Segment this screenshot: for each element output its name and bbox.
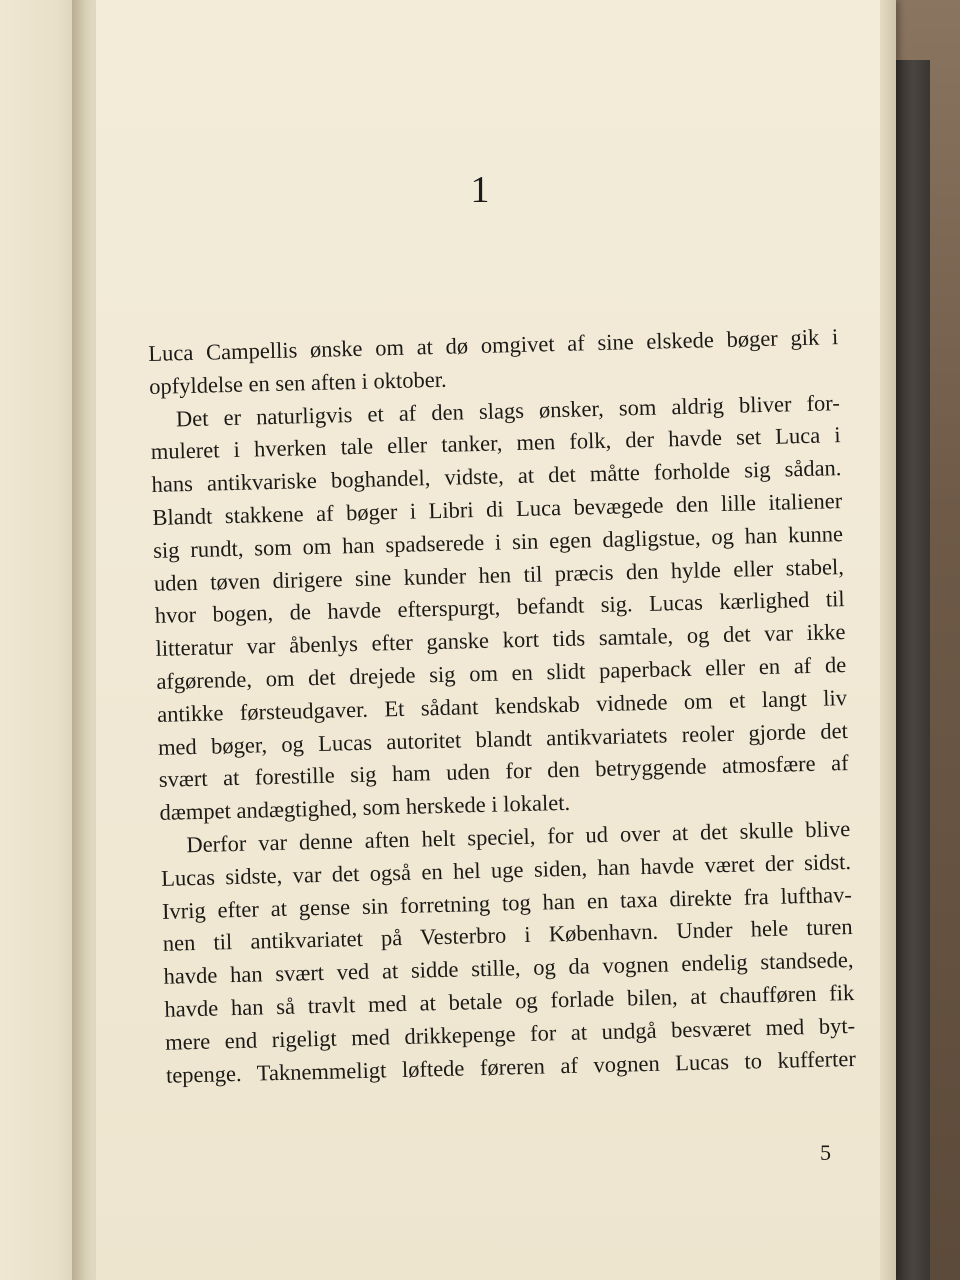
text-line: havde han svært ved at sidde stille, og da vognen endelig standsede, xyxy=(163,947,854,989)
text-line: litteratur var åbenlys efter ganske kort tids samtale, og det var ikke xyxy=(155,619,846,662)
text-line: Blandt stakkene af bøger i Libri di Luca bevægede den lille italiener xyxy=(152,488,843,530)
page-body-text xyxy=(148,321,856,1092)
text-line: sig rundt, som om han spadserede i sin egen dagligstue, og han kunne xyxy=(152,520,844,563)
text-line: dæmpet andægtighed, som herskede i lokalet. xyxy=(159,789,571,826)
text-line: Det er naturligvis et af den slags ønsker, som aldrig bliver for- xyxy=(175,389,841,431)
text-line: Luca Campellis ønske om at dø omgivet af sine elskede bøger gik i xyxy=(148,324,839,366)
text-line: hvor bogen, de havde efterspurgt, befandt sig. Lucas kærlighed til xyxy=(154,586,845,629)
text-line: mere end rigeligt med drikkepenge for at undgå besværet med byt- xyxy=(164,1012,856,1055)
text-line: antikke førsteudgaver. Et sådant kendskab vidnede om et langt liv xyxy=(156,684,848,727)
text-line: hans antikvariske boghandel, vidste, at det måtte forholde sig sådan. xyxy=(151,455,842,498)
text-line: Ivrig efter at gense sin forretning tog han en taxa direkte fra lufthav- xyxy=(161,881,853,924)
book-cover-edge xyxy=(890,60,930,1280)
text-line: afgørende, om det drejede sig om en slidt paperback eller en af de xyxy=(156,652,847,694)
chapter-number: 1 xyxy=(470,169,490,211)
page-number: 5 xyxy=(820,1140,831,1165)
text-line: uden tøven dirigere sine kunder hen til præcis den hylde eller stabel, xyxy=(153,553,845,596)
text-line: Lucas sidste, var det også en hel uge siden, han havde været der sidst. xyxy=(160,848,852,891)
text-line: med bøger, og Lucas autoritet blandt antikvariatets reoler gjorde det xyxy=(157,717,849,760)
text-line: Derfor var denne aften helt speciel, for ud over at det skulle blive xyxy=(186,815,851,858)
text-line: muleret i hverken tale eller tanker, men folk, der havde set Luca i xyxy=(150,422,841,465)
text-line: tepenge. Taknemmeligt løftede føreren af vognen Lucas to kufferter xyxy=(165,1045,857,1088)
text-line: nen til antikvariatet på Vesterbro i København. Under hele turen xyxy=(162,914,853,957)
text-line: opfyldelse en sen aften i oktober. xyxy=(148,366,447,399)
text-line: svært at forestille sig ham uden for den betryggende atmosfære af xyxy=(158,750,849,793)
text-line: havde han så travlt med at betale og forlade bilen, at chaufføren fik xyxy=(164,979,855,1022)
